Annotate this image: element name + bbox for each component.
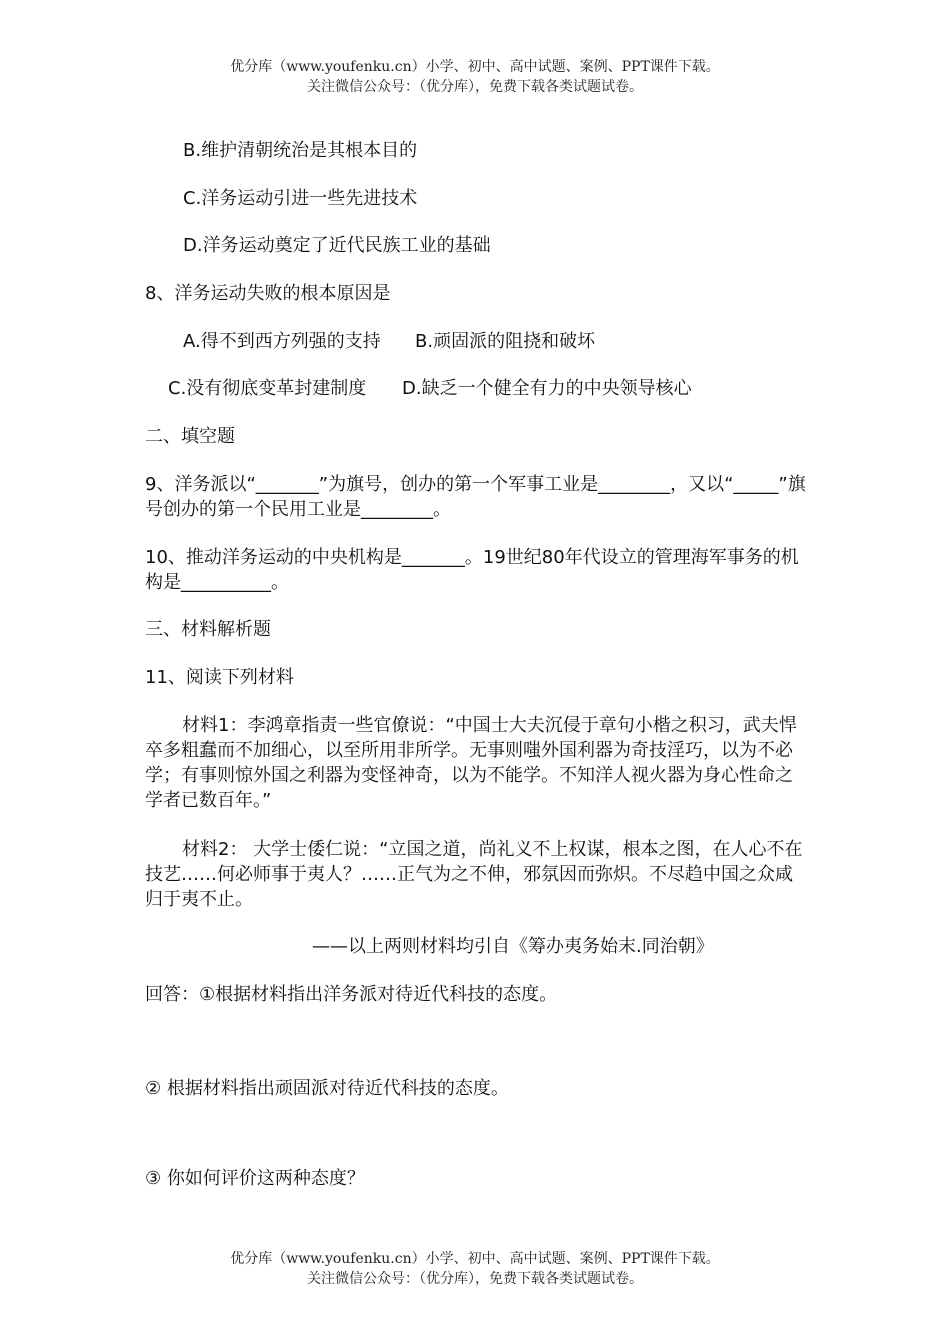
q8-option-c: C.没有彻底变革封建制度 [168, 378, 367, 399]
footer-line-1: 优分库（www.youfenku.cn）小学、初中、高中试题、案例、PPT课件下载。 [230, 1251, 720, 1267]
q7-option-c: C.洋务运动引进一些先进技术 [183, 188, 418, 209]
material-source: ——以上两则材料均引自《筹办夷务始末.同治朝》 [312, 936, 714, 957]
q7-option-b: B.维护清朝统治是其根本目的 [183, 140, 418, 161]
answer-part-2: ② 根据材料指出顽固派对待近代科技的态度。 [145, 1078, 509, 1099]
header-line-2: 关注微信公众号：（优分库），免费下载各类试题试卷。 [307, 79, 643, 95]
q9-text: 9、洋务派以“_______”为旗号，创办的第一个军事工业是________，又以“_____”旗号创办的第一个民用工业是________。 [145, 474, 806, 520]
footer-line-2: 关注微信公众号：（优分库），免费下载各类试题试卷。 [307, 1271, 643, 1287]
material-2: 材料2： 大学士倭仁说：“立国之道，尚礼义不上权谋，根本之图，在人心不在技艺……何必师事于夷人？……正气为之不伸，邪氛因而弥炽。不尽趋中国之众咸归于夷不止。 [145, 839, 803, 910]
q8-stem: 8、洋务运动失败的根本原因是 [145, 283, 391, 304]
header-line-1: 优分库（www.youfenku.cn）小学、初中、高中试题、案例、PPT课件下载。 [230, 59, 720, 75]
q8-option-a: A.得不到西方列强的支持 [183, 331, 381, 352]
section-2-title: 二、填空题 [145, 426, 235, 447]
answer-part-1: 回答：①根据材料指出洋务派对待近代科技的态度。 [145, 984, 558, 1005]
q8-option-d: D.缺乏一个健全有力的中央领导核心 [402, 378, 692, 399]
q11-stem: 11、阅读下列材料 [145, 667, 294, 688]
material-1: 材料1：李鸿章指责一些官僚说：“中国士大夫沉侵于章句小楷之积习，武夫悍卒多粗蠢而不加细心，以至所用非所学。无事则嗤外国利器为奇技淫巧，以为不必学；有事则惊外国之利器为变怪神奇，以为不能学。不知洋人视火器为身心性命之学者已数百年。” [145, 715, 797, 811]
section-3-title: 三、材料解析题 [145, 619, 271, 640]
q10-text: 10、推动洋务运动的中央机构是_______。19世纪80年代设立的管理海军事务的机构是__________。 [145, 547, 799, 593]
q8-option-b: B.顽固派的阻挠和破坏 [415, 331, 596, 352]
answer-part-3: ③ 你如何评价这两种态度？ [145, 1168, 365, 1189]
q7-option-d: D.洋务运动奠定了近代民族工业的基础 [183, 235, 491, 256]
